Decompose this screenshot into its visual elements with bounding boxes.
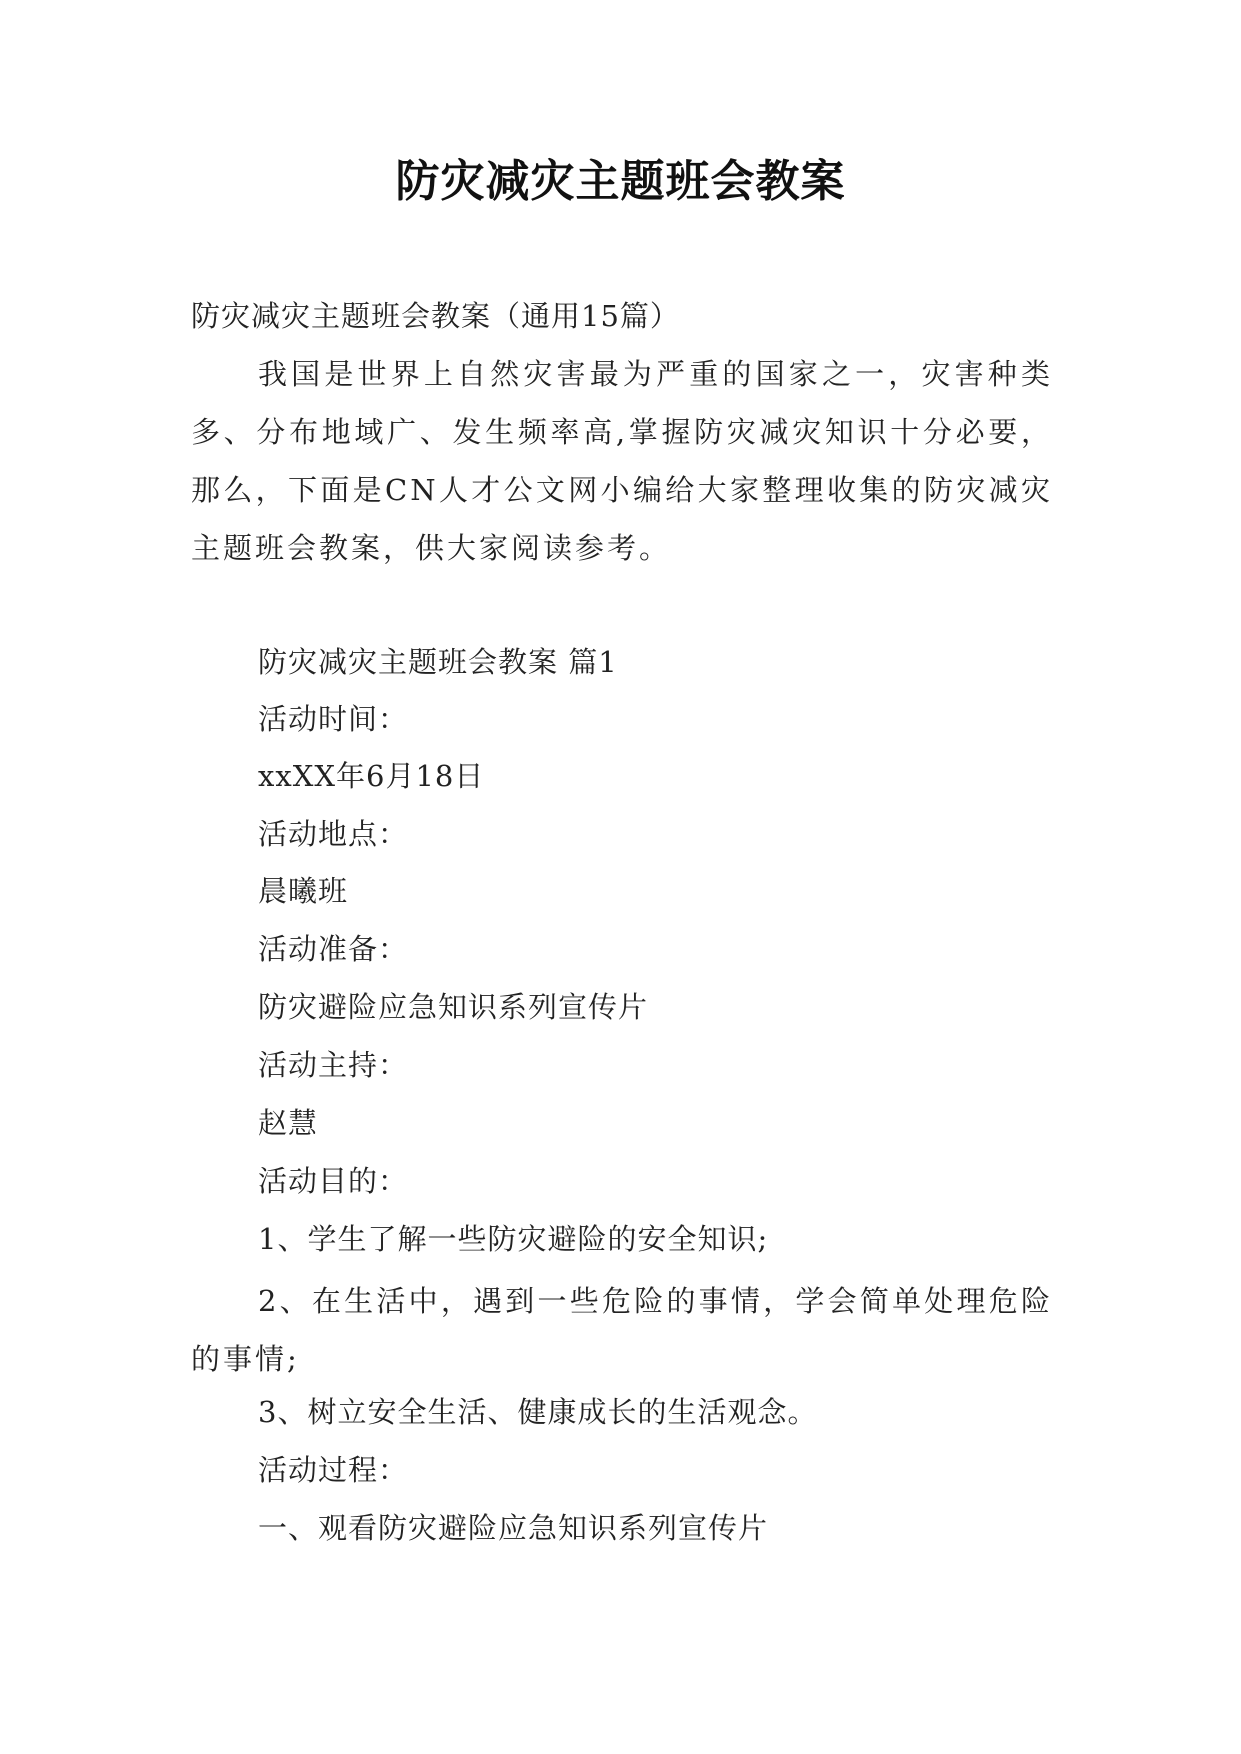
process-label: 活动过程： bbox=[258, 1453, 409, 1487]
goal-item-3: 3、树立安全生活、健康成长的生活观念。 bbox=[258, 1395, 818, 1429]
host-value: 赵慧 bbox=[258, 1106, 319, 1140]
goal-label: 活动目的： bbox=[258, 1164, 409, 1198]
goal-item-1: 1、学生了解一些防灾避险的安全知识; bbox=[258, 1222, 769, 1256]
goal-item-2: 2、在生活中，遇到一些危险的事情，学会简单处理危险的事情; bbox=[191, 1284, 1053, 1376]
intro-paragraph: 我国是世界上自然灾害最为严重的国家之一，灾害种类多、分布地域广、发生频率高,掌握防灾减灾知识十分必要，那么，下面是CN人才公文网小编给大家整理收集的防灾减灾主题班会教案，供大家阅读参考。 bbox=[191, 357, 1053, 565]
page-title: 防灾减灾主题班会教案 bbox=[395, 156, 846, 207]
host-label: 活动主持： bbox=[258, 1048, 409, 1082]
process-item-1: 一、观看防灾避险应急知识系列宣传片 bbox=[258, 1511, 769, 1545]
prep-label: 活动准备： bbox=[258, 932, 409, 966]
place-label: 活动地点： bbox=[258, 817, 409, 851]
place-value: 晨曦班 bbox=[258, 874, 349, 908]
section-heading: 防灾减灾主题班会教案 篇1 bbox=[258, 645, 618, 679]
document-subtitle: 防灾减灾主题班会教案（通用15篇） bbox=[191, 299, 680, 333]
time-value: xxXX年6月18日 bbox=[258, 759, 485, 793]
time-label: 活动时间： bbox=[258, 702, 409, 736]
prep-value: 防灾避险应急知识系列宣传片 bbox=[258, 990, 649, 1024]
